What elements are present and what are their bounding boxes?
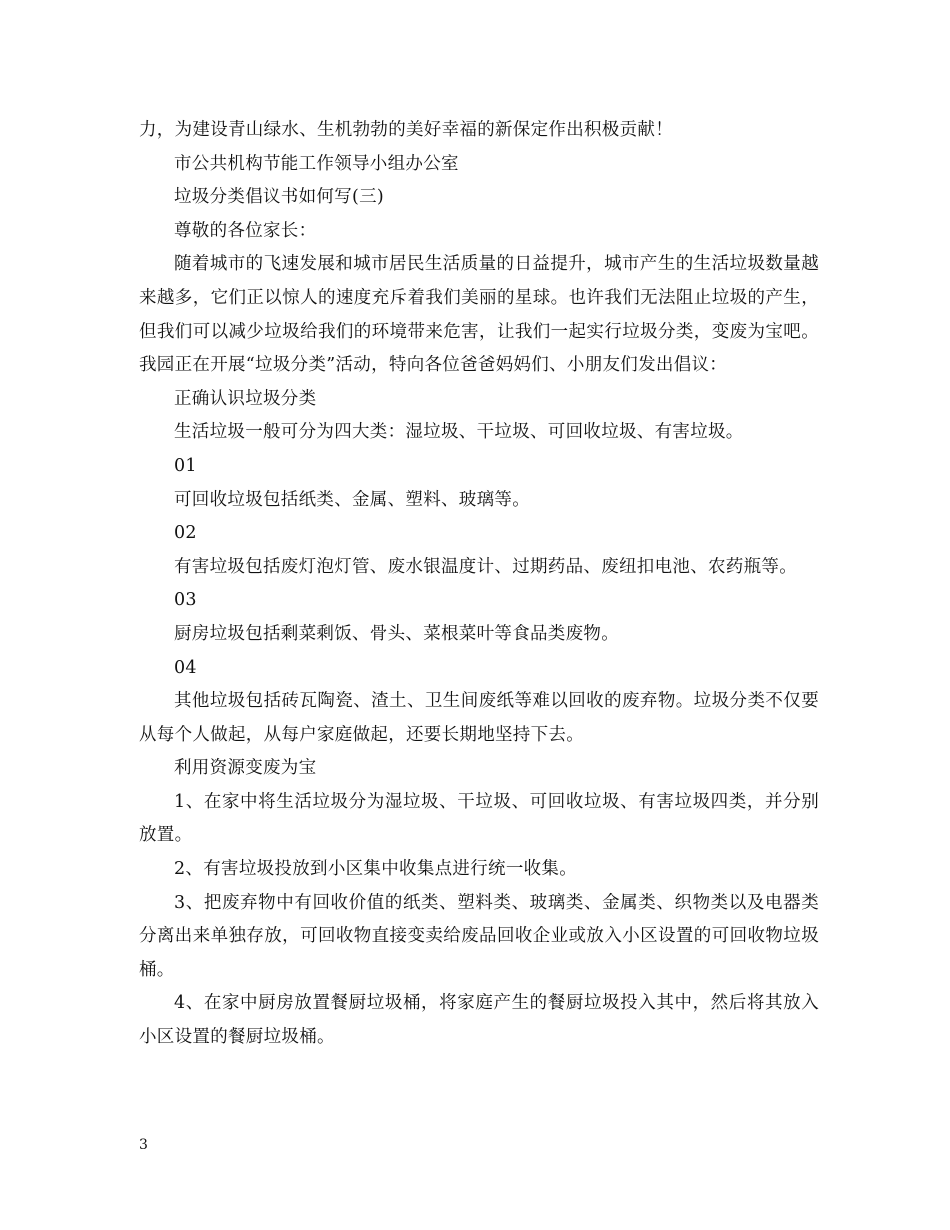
paragraph: 厨房垃圾包括剩菜剩饭、骨头、菜根菜叶等食品类废物。	[174, 623, 619, 644]
paragraph: 力，为建设青山绿水、生机勃勃的美好幸福的新保定作出积极贡献！	[139, 120, 673, 140]
item-number: 03	[174, 590, 197, 611]
list-item: 3、把废弃物中有回收价值的纸类、塑料类、玻璃类、金属类、织物类以及电器类分离出来单独存放，可回收物直接变卖给废品回收企业或放入小区设置的可回收物垃圾桶。	[139, 892, 819, 980]
document-body	[139, 114, 819, 1055]
paragraph: 其他垃圾包括砖瓦陶瓷、渣土、卫生间废纸等难以回收的废弃物。垃圾分类不仅要从每个人做起，从每户家庭做起，还要长期地坚持下去。	[139, 691, 819, 745]
paragraph: 有害垃圾包括废灯泡灯管、废水银温度计、过期药品、废纽扣电池、农药瓶等。	[174, 556, 797, 577]
salutation: 尊敬的各位家长：	[174, 220, 317, 241]
signature-line: 市公共机构节能工作领导小组办公室	[174, 153, 459, 174]
paragraph: 随着城市的飞速发展和城市居民生活质量的日益提升，城市产生的生活垃圾数量越来越多，它们正以惊人的速度充斥着我们美丽的星球。也许我们无法阻止垃圾的产生，但我们可以减少垃圾给我们的环境带来危害，让我们一起实行垃圾分类，变废为宝吧。我园正在开展“垃圾分类”活动，特向各位爸爸妈妈们、小朋友们发出倡议：	[139, 254, 819, 376]
list-item: 1、在家中将生活垃圾分为湿垃圾、干垃圾、可回收垃圾、有害垃圾四类，并分别放置。	[139, 791, 819, 846]
subheading: 正确认识垃圾分类	[174, 388, 317, 409]
paragraph: 可回收垃圾包括纸类、金属、塑料、玻璃等。	[174, 489, 530, 510]
item-number: 02	[174, 523, 197, 544]
page-number: 3	[139, 1137, 148, 1153]
item-number: 01	[174, 455, 197, 476]
item-number: 04	[174, 657, 197, 678]
list-item: 2、有害垃圾投放到小区集中收集点进行统一收集。	[174, 859, 578, 880]
subheading: 利用资源变废为宝	[174, 758, 317, 779]
section-title: 垃圾分类倡议书如何写(三)	[174, 187, 385, 208]
list-item: 4、在家中厨房放置餐厨垃圾桶，将家庭产生的餐厨垃圾投入其中，然后将其放入小区设置的餐厨垃圾桶。	[139, 993, 819, 1048]
paragraph: 生活垃圾一般可分为四大类：湿垃圾、干垃圾、可回收垃圾、有害垃圾。	[174, 422, 744, 443]
